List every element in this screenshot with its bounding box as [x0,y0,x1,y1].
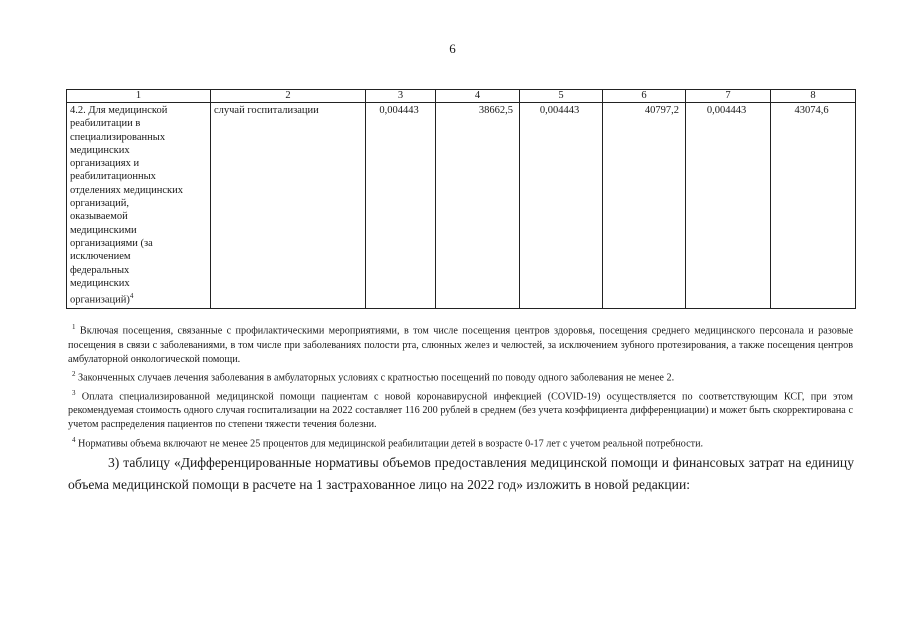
body-paragraph: 3) таблицу «Дифференцированные нормативы объемов предоставления медицинской помощи и финансовых затрат на единицу объема медицинской помощи в расчете на 1 застрахованное лицо на 2022 год» изложить в новой редакции: [68,455,854,492]
row-name-line: организациях и [70,158,140,170]
row-name-line-last [70,290,206,307]
column-number: 5 [520,90,603,103]
footnote [68,386,853,433]
footnote-ref: 4 [129,292,134,301]
value-cell: 38662,5 [436,103,520,309]
row-name-line: организаций) [70,294,130,306]
value-cell: 0,004443 [520,103,603,309]
footnote [68,433,853,452]
row-name-line: реабилитации в [70,118,141,130]
value-cell: 40797,2 [603,103,686,309]
footnote-mark: 3 [72,388,76,397]
row-name-line: медицинских [70,144,130,156]
footnote-mark: 2 [72,370,76,378]
row-name-line: федеральных [70,264,130,276]
row-name-line: медицинских [70,277,130,289]
row-name-line: отделениях медицинских [70,184,184,196]
footnotes [68,320,853,451]
row-name-line: специализированных [70,131,166,143]
row-name-line: оказываемой [70,211,128,223]
value-cell: 43074,6 [771,103,856,309]
table-header-row [67,90,856,103]
row-name-line: реабилитационных [70,171,156,183]
value-cell: 0,004443 [366,103,436,309]
column-number: 8 [771,90,856,103]
norms-table [66,89,856,309]
column-number: 6 [603,90,686,103]
column-number: 7 [686,90,771,103]
footnote-text: Нормативы объема включают не менее 25 процентов для медицинской реабилитации детей в возрасте 0-17 лет с учетом реальной потребности. [78,437,704,449]
footnote-mark: 1 [72,323,76,331]
row-name-cell [67,103,211,309]
column-number: 1 [67,90,211,103]
row-name-line: исключением [70,251,131,263]
row-name-line: организаций, [70,198,129,210]
footnote-text: Включая посещения, связанные с профилактическими мероприятиями, в том числе посещения центров здоровья, посещения среднего медицинского персонала и разовые посещения в связи с заболеваниями, в том числе при заболеваниях полости рта, слюнных желез и челюстей, за исключением зубного протезирования, а также посещения центров амбулаторной онкологической помощи. [68,325,854,365]
row-name-line: медицинскими [70,224,137,236]
column-number: 3 [366,90,436,103]
row-name-line: организациями (за [70,237,153,249]
footnote-text: Оплата специализированной медицинской помощи пациентам с новой коронавирусной инфекцией (COVID-19) осуществляется по соответствующим КСГ, при этом рекомендуемая стоимость одного случая госпитализации на 2022 составляет 116 200 рублей в среднем (без учета коэффициента дифференциации) и может быть скорректирована с учетом распределения пациентов по степени тяжести течения болезни. [68,390,853,431]
column-number: 4 [436,90,520,103]
footnote [68,367,853,386]
table-row [67,103,856,309]
column-number: 2 [211,90,366,103]
footnote-text: Законченных случаев лечения заболевания в амбулаторных условиях с кратностью посещений по поводу одного заболевания не менее 2. [78,372,675,384]
page-number: 6 [449,41,456,56]
footnote-mark: 4 [72,435,76,444]
footnote [68,320,853,367]
value-cell: 0,004443 [686,103,771,309]
row-name-line: 4.2. Для медицинской [70,105,168,116]
unit-cell: случай госпитализации [211,103,366,309]
